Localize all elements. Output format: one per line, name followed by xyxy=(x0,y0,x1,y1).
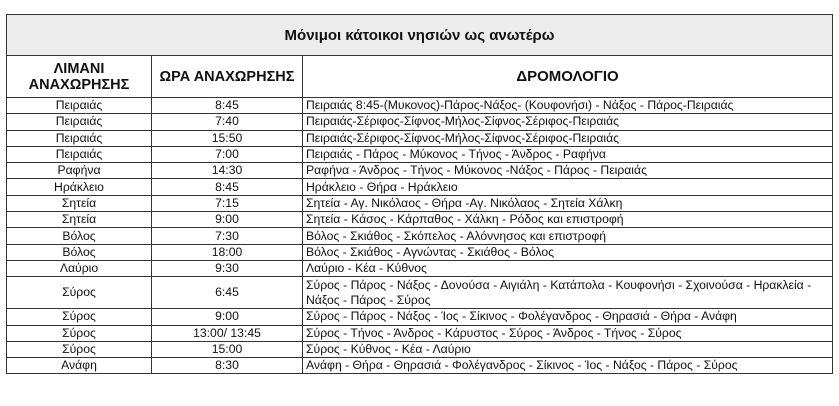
port-cell: Σύρος xyxy=(7,309,152,325)
port-cell: Πειραιάς xyxy=(7,114,152,130)
time-cell: 7:40 xyxy=(152,114,303,130)
route-cell: Πειραιάς-Σέριφος-Σίφνος-Μήλος-Σίφνος-Σέριφος-Πειραιάς xyxy=(303,114,833,130)
port-cell: Σητεία xyxy=(7,195,152,211)
time-cell: 7:15 xyxy=(152,195,303,211)
time-cell: 9:00 xyxy=(152,212,303,228)
port-cell: Ηράκλειο xyxy=(7,179,152,195)
table-row xyxy=(7,195,833,211)
schedule-table xyxy=(6,14,833,374)
route-cell: Σύρος - Τήνος - Άνδρος - Κάρυστος - Σύρος - Άνδρος - Τήνος - Σύρος xyxy=(303,325,833,341)
table-row xyxy=(7,277,833,309)
table-row xyxy=(7,146,833,162)
time-cell: 6:45 xyxy=(152,277,303,309)
route-column-header: ΔΡΟΜΟΛΟΓΙΟ xyxy=(303,56,833,98)
time-cell: 15:00 xyxy=(152,341,303,357)
route-cell: Ραφήνα - Άνδρος - Τήνος - Μύκονος -Νάξος - Πάρος - Πειραιάς xyxy=(303,163,833,179)
table-row xyxy=(7,341,833,357)
route-cell: Πειραιάς-Σέριφος-Σίφνος-Μήλος-Σίφνος-Σέριφος-Πειραιάς xyxy=(303,130,833,146)
time-cell: 15:50 xyxy=(152,130,303,146)
port-cell: Βόλος xyxy=(7,228,152,244)
table-row xyxy=(7,212,833,228)
time-cell: 7:00 xyxy=(152,146,303,162)
time-cell: 8:45 xyxy=(152,179,303,195)
time-cell: 8:45 xyxy=(152,98,303,114)
time-cell: 7:30 xyxy=(152,228,303,244)
route-cell: Ηράκλειο - Θήρα - Ηράκλειο xyxy=(303,179,833,195)
table-row xyxy=(7,114,833,130)
table-row xyxy=(7,260,833,276)
table-row xyxy=(7,228,833,244)
port-cell: Σητεία xyxy=(7,212,152,228)
table-title: Μόνιμοι κάτοικοι νησιών ως ανωτέρω xyxy=(7,15,833,56)
title-row xyxy=(7,15,833,56)
port-column-header: ΛΙΜΑΝΙ ΑΝΑΧΩΡΗΣΗΣ xyxy=(7,56,152,98)
time-column-header: ΩΡΑ ΑΝΑΧΩΡΗΣΗΣ xyxy=(152,56,303,98)
port-cell: Σύρος xyxy=(7,341,152,357)
time-cell: 9:30 xyxy=(152,260,303,276)
table-row xyxy=(7,244,833,260)
time-cell: 9:00 xyxy=(152,309,303,325)
time-cell: 18:00 xyxy=(152,244,303,260)
table-row xyxy=(7,309,833,325)
port-cell: Πειραιάς xyxy=(7,146,152,162)
table-row xyxy=(7,163,833,179)
port-cell: Σύρος xyxy=(7,325,152,341)
route-cell: Σύρος - Κύθνος - Κέα - Λαύριο xyxy=(303,341,833,357)
route-cell: Βόλος - Σκιάθος - Σκόπελος - Αλόννησος και επιστροφή xyxy=(303,228,833,244)
port-cell: Πειραιάς xyxy=(7,98,152,114)
time-cell: 13:00/ 13:45 xyxy=(152,325,303,341)
table-row xyxy=(7,130,833,146)
header-row xyxy=(7,56,833,98)
table-row xyxy=(7,98,833,114)
table-row xyxy=(7,358,833,374)
time-cell: 8:30 xyxy=(152,358,303,374)
port-cell: Βόλος xyxy=(7,244,152,260)
route-cell: Πειραιάς - Πάρος - Μύκονος - Τήνος - Άνδρος - Ραφήνα xyxy=(303,146,833,162)
time-cell: 14:30 xyxy=(152,163,303,179)
route-cell: Βόλος - Σκιάθος - Αγνώντας - Σκιάθος - Βόλος xyxy=(303,244,833,260)
route-cell: Σύρος - Πάρος - Νάξος - Δονούσα - Αιγιάλη - Κατάπολα - Κουφονήσι - Σχοινούσα - Ηρακλεία - Νάξος - Πάρος - Σύρος xyxy=(303,277,833,309)
route-cell: Σητεία - Αγ. Νικόλαος - Θήρα -Αγ. Νικόλαος - Σητεία Χάλκη xyxy=(303,195,833,211)
port-cell: Σύρος xyxy=(7,277,152,309)
table-row xyxy=(7,325,833,341)
route-cell: Πειραιάς 8:45-(Μυκονος)-Πάρος-Νάξος- (Κουφονήσι) - Νάξος - Πάρος-Πειραιάς xyxy=(303,98,833,114)
route-cell: Σητεία - Κάσος - Κάρπαθος - Χάλκη - Ρόδος και επιστροφή xyxy=(303,212,833,228)
table-row xyxy=(7,179,833,195)
route-cell: Ανάφη - Θήρα - Θηρασιά - Φολέγανδρος - Σίκινος - Ίος - Νάξος - Πάρος - Σύρος xyxy=(303,358,833,374)
port-cell: Ανάφη xyxy=(7,358,152,374)
port-cell: Ραφήνα xyxy=(7,163,152,179)
route-cell: Σύρος - Πάρος - Νάξος - Ίος - Σίκινος - Φολέγανδρος - Θηρασιά - Θήρα - Ανάφη xyxy=(303,309,833,325)
route-cell: Λαύριο - Κέα - Κύθνος xyxy=(303,260,833,276)
port-cell: Λαύριο xyxy=(7,260,152,276)
schedule-body xyxy=(7,98,833,374)
port-cell: Πειραιάς xyxy=(7,130,152,146)
